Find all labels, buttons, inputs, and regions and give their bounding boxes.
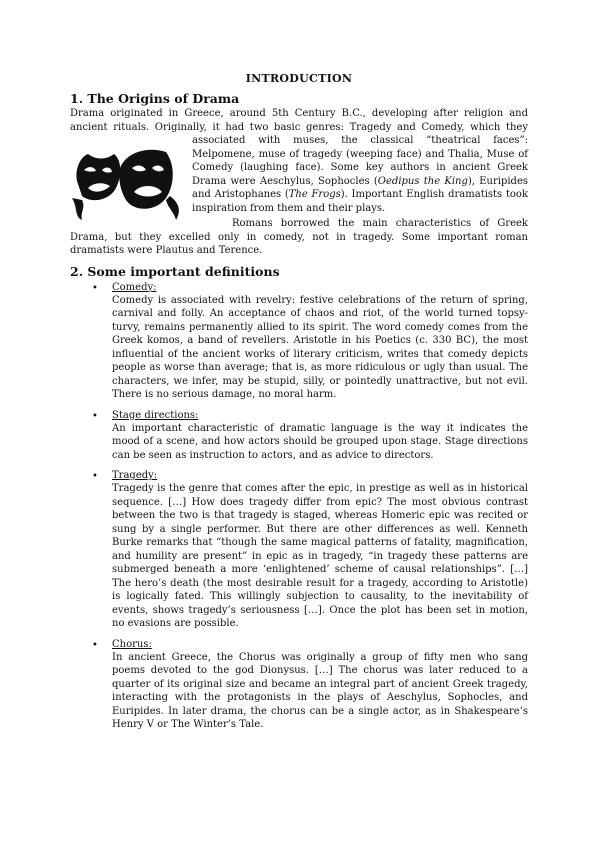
bullet-icon: • xyxy=(92,639,98,651)
bullet-icon: • xyxy=(92,471,98,482)
page-title: INTRODUCTION xyxy=(245,72,353,85)
definition-item-chorus xyxy=(70,638,528,732)
bullet-icon: • xyxy=(92,282,98,294)
work-title: The Frogs xyxy=(288,189,341,200)
text-run: ), Euripides and Aristophanes ( xyxy=(192,175,528,200)
definition-term: Tragedy: xyxy=(112,470,158,481)
definition-item-tragedy xyxy=(70,469,528,631)
definition-term: Chorus: xyxy=(112,638,152,650)
definition-term: Comedy: xyxy=(112,281,157,293)
definition-text: Tragedy is the genre that comes after the epic, in prestige as well as in historical sequence. […] How does tragedy differ from epic? The most obvious contrast between the two is that tragedy is staged, whereas Homeric epic was recited or sung by a single performer. But there are other differences as well. Kenneth Burke remarks that “though the same magical patterns of fatality, magnification, and humility are present” in epic as in tragedy, “in tragedy these patterns are submerged beneath a more ‘enlightened’ scheme of causal relationships”. […] The hero’s death (the most desirable result for a tragedy, according to Aristotle) is logically fated. This willingly subjection to causality, to the inevitability of events, shows tragedy’s seriousness […]. Once the plot has been set in motion, no evasions are possible. xyxy=(112,483,528,629)
definition-item-comedy xyxy=(70,281,528,402)
definition-text: An important characteristic of dramatic language is the way it indicates the mood of a scene, and how actors should be grouped upon stage. Stage directions can be seen as instruction to actors, and as advice to directors. xyxy=(112,422,528,461)
theatre-masks-icon xyxy=(70,138,184,224)
section-heading-origins: 1. The Origins of Drama xyxy=(70,91,240,106)
paragraph-romans: Romans borrowed the main characteristics of Greek Drama, but they excelled only in comedy, not in tragedy. Some important roman dramatists were Plautus and Terence. xyxy=(70,218,528,256)
definition-text: In ancient Greece, the Chorus was originally a group of fifty men who sang poems devoted to the god Dionysus. […] The chorus was later reduced to a quarter of its original size and became an integral part of ancient Greek tragedy, interacting with the protagonists in the plays of Aeschylus, Sophocles, and Euripides. In later drama, the chorus can be a single actor, as in Shakespeare’s Henry V or The Winter’s Tale. xyxy=(112,651,528,730)
definitions-list xyxy=(70,281,528,732)
document-page xyxy=(70,72,528,739)
definition-item-stage-directions xyxy=(70,409,528,463)
text-run: ). Important English dramatists took inspiration from them and their plays. xyxy=(192,189,529,214)
section-heading-definitions: 2. Some important definitions xyxy=(70,263,280,279)
definition-term: Stage directions: xyxy=(112,409,199,421)
text-run: Drama originated in Greece, around 5th Century B.C., developing after religion and ancient rituals. Originally, it had two basic genres: Tragedy and Comedy, which they associated with xyxy=(70,108,528,146)
paragraph-origins xyxy=(70,107,528,215)
work-title: Oedipus the King xyxy=(377,175,468,187)
bullet-icon: • xyxy=(92,410,98,422)
text-run: muses, the classical “theatrical faces”: Melpomene, muse of tragedy (weeping face) and Thalia, Muse of Comedy (laughing face). Some key authors in ancient Greek Drama were Aeschylus, Sophocles ( xyxy=(192,135,528,187)
definition-text: Comedy is associated with revelry: festive celebrations of the return of spring, carnival and folly. An acceptance of chaos and riot, of the world turned topsy-turvy, remains permanently allied to its spirit. The word comedy comes from the Greek komos, a band of revellers. Aristotle in his Poetics (c. 330 BC), the most influential of the ancient works of literary criticism, writes that comedy depicts people as worse than average; that is, as more ridiculous or ugly than usual. The characters, we infer, may be stupid, silly, or pointedly unattractive, but not evil. There is no serious damage, no moral harm. xyxy=(112,294,528,400)
